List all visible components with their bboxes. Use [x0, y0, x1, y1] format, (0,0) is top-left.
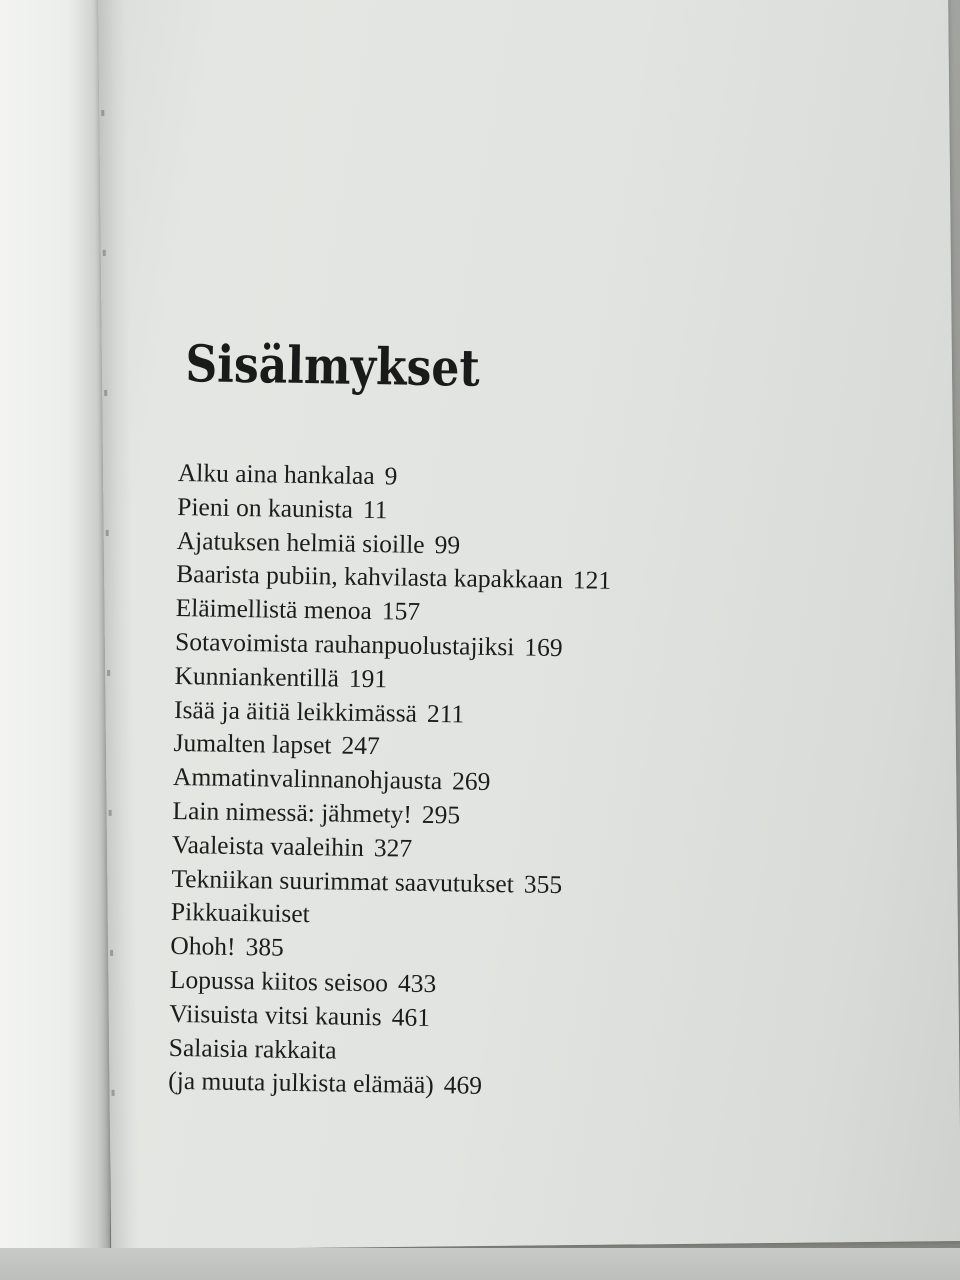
toc-entry-page: 169	[524, 632, 563, 663]
toc-entry-page: 9	[384, 461, 398, 491]
toc-entry-title: Ohoh!	[170, 931, 236, 962]
toc-entry-title: Pieni on kaunista	[177, 491, 354, 524]
page-bottom-edge	[0, 1248, 960, 1280]
binding-stitch	[109, 810, 112, 816]
toc-entry-page: 385	[245, 932, 285, 962]
toc-entry-title: Viisuista vitsi kaunis	[169, 998, 382, 1032]
toc-entry-page: 327	[373, 832, 413, 863]
binding-stitch	[104, 390, 107, 396]
toc-entry-page: 211	[426, 698, 465, 729]
toc-entry-page: 269	[451, 766, 491, 797]
table-of-contents	[168, 456, 798, 1108]
binding-stitch	[103, 250, 106, 256]
toc-entry-title: Alku aina hankalaa	[177, 457, 375, 491]
binding-stitch	[106, 530, 109, 536]
toc-entry-page: 11	[362, 494, 388, 525]
toc-entry-title: (ja muuta julkista elämää)	[168, 1066, 435, 1100]
page-content	[168, 335, 800, 1108]
binding-stitch	[110, 950, 113, 956]
toc-entry-page: 461	[391, 1002, 431, 1032]
toc-entry-title: Baarista pubiin, kahvilasta kapakkaan	[176, 559, 564, 595]
toc-entry-title: Jumalten lapset	[173, 728, 332, 760]
toc-entry-title: Sotavoimista rauhanpuolustajiksi	[174, 626, 515, 662]
toc-entry-page: 469	[443, 1070, 483, 1101]
toc-entry-title: Isää ja äitiä leikkimässä	[173, 694, 418, 728]
toc-entry-page: 433	[397, 968, 437, 999]
toc-entry-page: 191	[348, 663, 388, 694]
binding-stitch	[107, 670, 110, 676]
toc-entry-title: Pikkuaikuiset	[170, 897, 310, 929]
toc-entry-title: Lain nimessä: jähmety!	[172, 795, 413, 829]
toc-entry-title: Eläimellistä menoa	[175, 593, 373, 626]
toc-entry-page: 121	[572, 565, 612, 596]
toc-entry-title: Lopussa kiitos seisoo	[169, 964, 389, 998]
toc-entry-page: 355	[523, 869, 563, 899]
toc-entry-title: Kunniankentillä	[174, 660, 340, 693]
toc-entry-title: Salaisia rakkaita	[168, 1032, 337, 1065]
page-title: Sisälmykset	[185, 335, 481, 399]
toc-entry-page: 157	[381, 596, 421, 626]
toc-entry-title: Tekniikan suurimmat saavutukset	[171, 863, 515, 898]
toc-entry-title: Ajatuksen helmiä sioille	[176, 525, 425, 559]
toc-entry-page: 99	[434, 529, 461, 560]
toc-entry-page: 295	[421, 799, 461, 830]
toc-entry-page: 247	[341, 730, 380, 761]
toc-entry-title: Ammatinvalinnanohjausta	[172, 762, 443, 796]
binding-stitch	[101, 110, 104, 116]
toc-entry-title: Vaaleista vaaleihin	[171, 829, 365, 862]
binding-stitch	[112, 1090, 115, 1096]
